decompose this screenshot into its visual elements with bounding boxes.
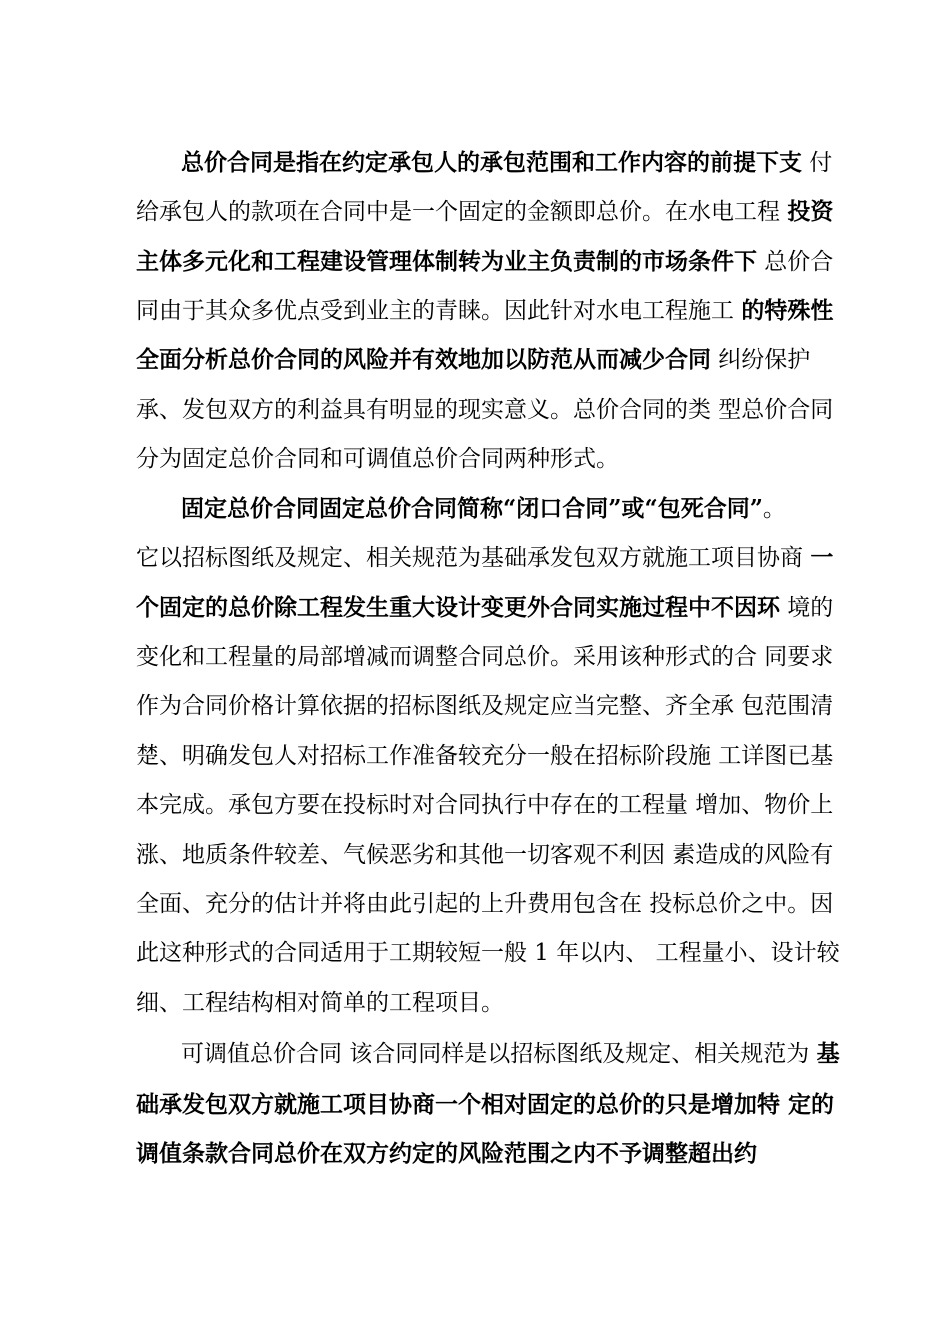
text-run: 变化和工程量的局部增减而调整合同总价。采用该种形式的合 同要求 [136, 644, 834, 670]
text-run: 分为固定总价合同和可调值总价合同两种形式。 [136, 446, 619, 472]
paragraph-1-line-2 [136, 192, 836, 232]
text-run: 可调值总价合同 该合同同样是以招标图纸及规定、相关规范为 [181, 1041, 817, 1067]
paragraph-2-line-9 [136, 884, 836, 924]
paragraph-3-line-3 [136, 1134, 836, 1174]
paragraph-1-line-5 [136, 340, 836, 380]
paragraph-2-line-8 [136, 835, 836, 875]
paragraph-2-line-10 [136, 933, 840, 973]
text-run: 给承包人的款项在合同中是一个固定的金额即总价。在水电工程 [136, 199, 788, 225]
text-run: 的特殊性 [741, 297, 834, 324]
text-run: 它以招标图纸及规定、相关规范为基础承发包双方就施工项目协商 [136, 545, 811, 571]
paragraph-2-line-11 [136, 983, 836, 1023]
text-run: 楚、明确发包人对招标工作准备较充分一般在招标阶段施 工详图已基 [136, 743, 834, 769]
text-run: 调值条款合同总价在双方约定的风险范围之内不予调整超出约 [136, 1140, 757, 1167]
paragraph-2-line-7 [136, 785, 836, 825]
text-run: 总价合 [757, 249, 834, 275]
text-run: 纠纷保护 [711, 347, 811, 373]
text-run: 涨、地质条件较差、气候恶劣和其他一切客观不利因 素造成的风险有 [136, 842, 834, 868]
paragraph-3-line-2 [136, 1085, 836, 1125]
paragraph-2-line-5 [136, 686, 836, 726]
paragraph-1-line-4 [136, 291, 836, 331]
paragraph-2-line-1 [181, 489, 836, 529]
text-run: 个固定的总价除工程发生重大设计变更外合同实施过程中不因环 [136, 594, 780, 621]
text-run: 础承发包双方就施工项目协商一个相对固定的总价的只是增加特 定的 [136, 1091, 835, 1118]
text-run: 此这种形式的合同适用于工期较短一般 1 年以内、 工程量小、设计较 [136, 940, 840, 966]
text-run: 固定总价合同固定总价合同简称“闭口合同”或“包死合同” [181, 495, 763, 522]
text-run: 细、工程结构相对简单的工程项目。 [136, 990, 504, 1016]
paragraph-3-line-1 [181, 1034, 840, 1074]
text-run: 承、发包双方的利益具有明显的现实意义。总价合同的类 型总价合同 [136, 397, 834, 423]
text-run: 基 [816, 1040, 840, 1067]
text-run: 投资 [787, 198, 834, 225]
text-run: 一 [810, 544, 834, 571]
text-run: 全面、充分的估计并将由此引起的上升费用包含在 投标总价之中。因 [136, 891, 834, 917]
paragraph-1-line-7 [136, 439, 836, 479]
text-run: 本完成。承包方要在投标时对合同执行中存在的工程量 增加、物价上 [136, 792, 834, 818]
paragraph-1-line-6 [136, 390, 836, 430]
paragraph-2-line-6 [136, 736, 836, 776]
paragraph-2-line-2 [136, 538, 836, 578]
paragraph-1-line-1 [181, 143, 836, 183]
text-run: 境的 [780, 595, 834, 621]
text-run: 全面分析总价合同的风险并有效地加以防范从而减少合同 [136, 346, 711, 373]
paragraph-2-line-4 [136, 637, 836, 677]
text-run: 主体多元化和工程建设管理体制转为业主负责制的市场条件下 [136, 248, 757, 275]
paragraph-2-line-3 [136, 588, 836, 628]
text-run: 付 [802, 150, 833, 176]
text-run: 同由于其众多优点受到业主的青睐。因此针对水电工程施工 [136, 298, 742, 324]
text-run: 总价合同是指在约定承包人的承包范围和工作内容的前提下支 [181, 149, 802, 176]
text-run: 。 [762, 496, 786, 522]
text-run: 作为合同价格计算依据的招标图纸及规定应当完整、齐全承 包范围清 [136, 693, 834, 719]
paragraph-1-line-3 [136, 242, 836, 282]
